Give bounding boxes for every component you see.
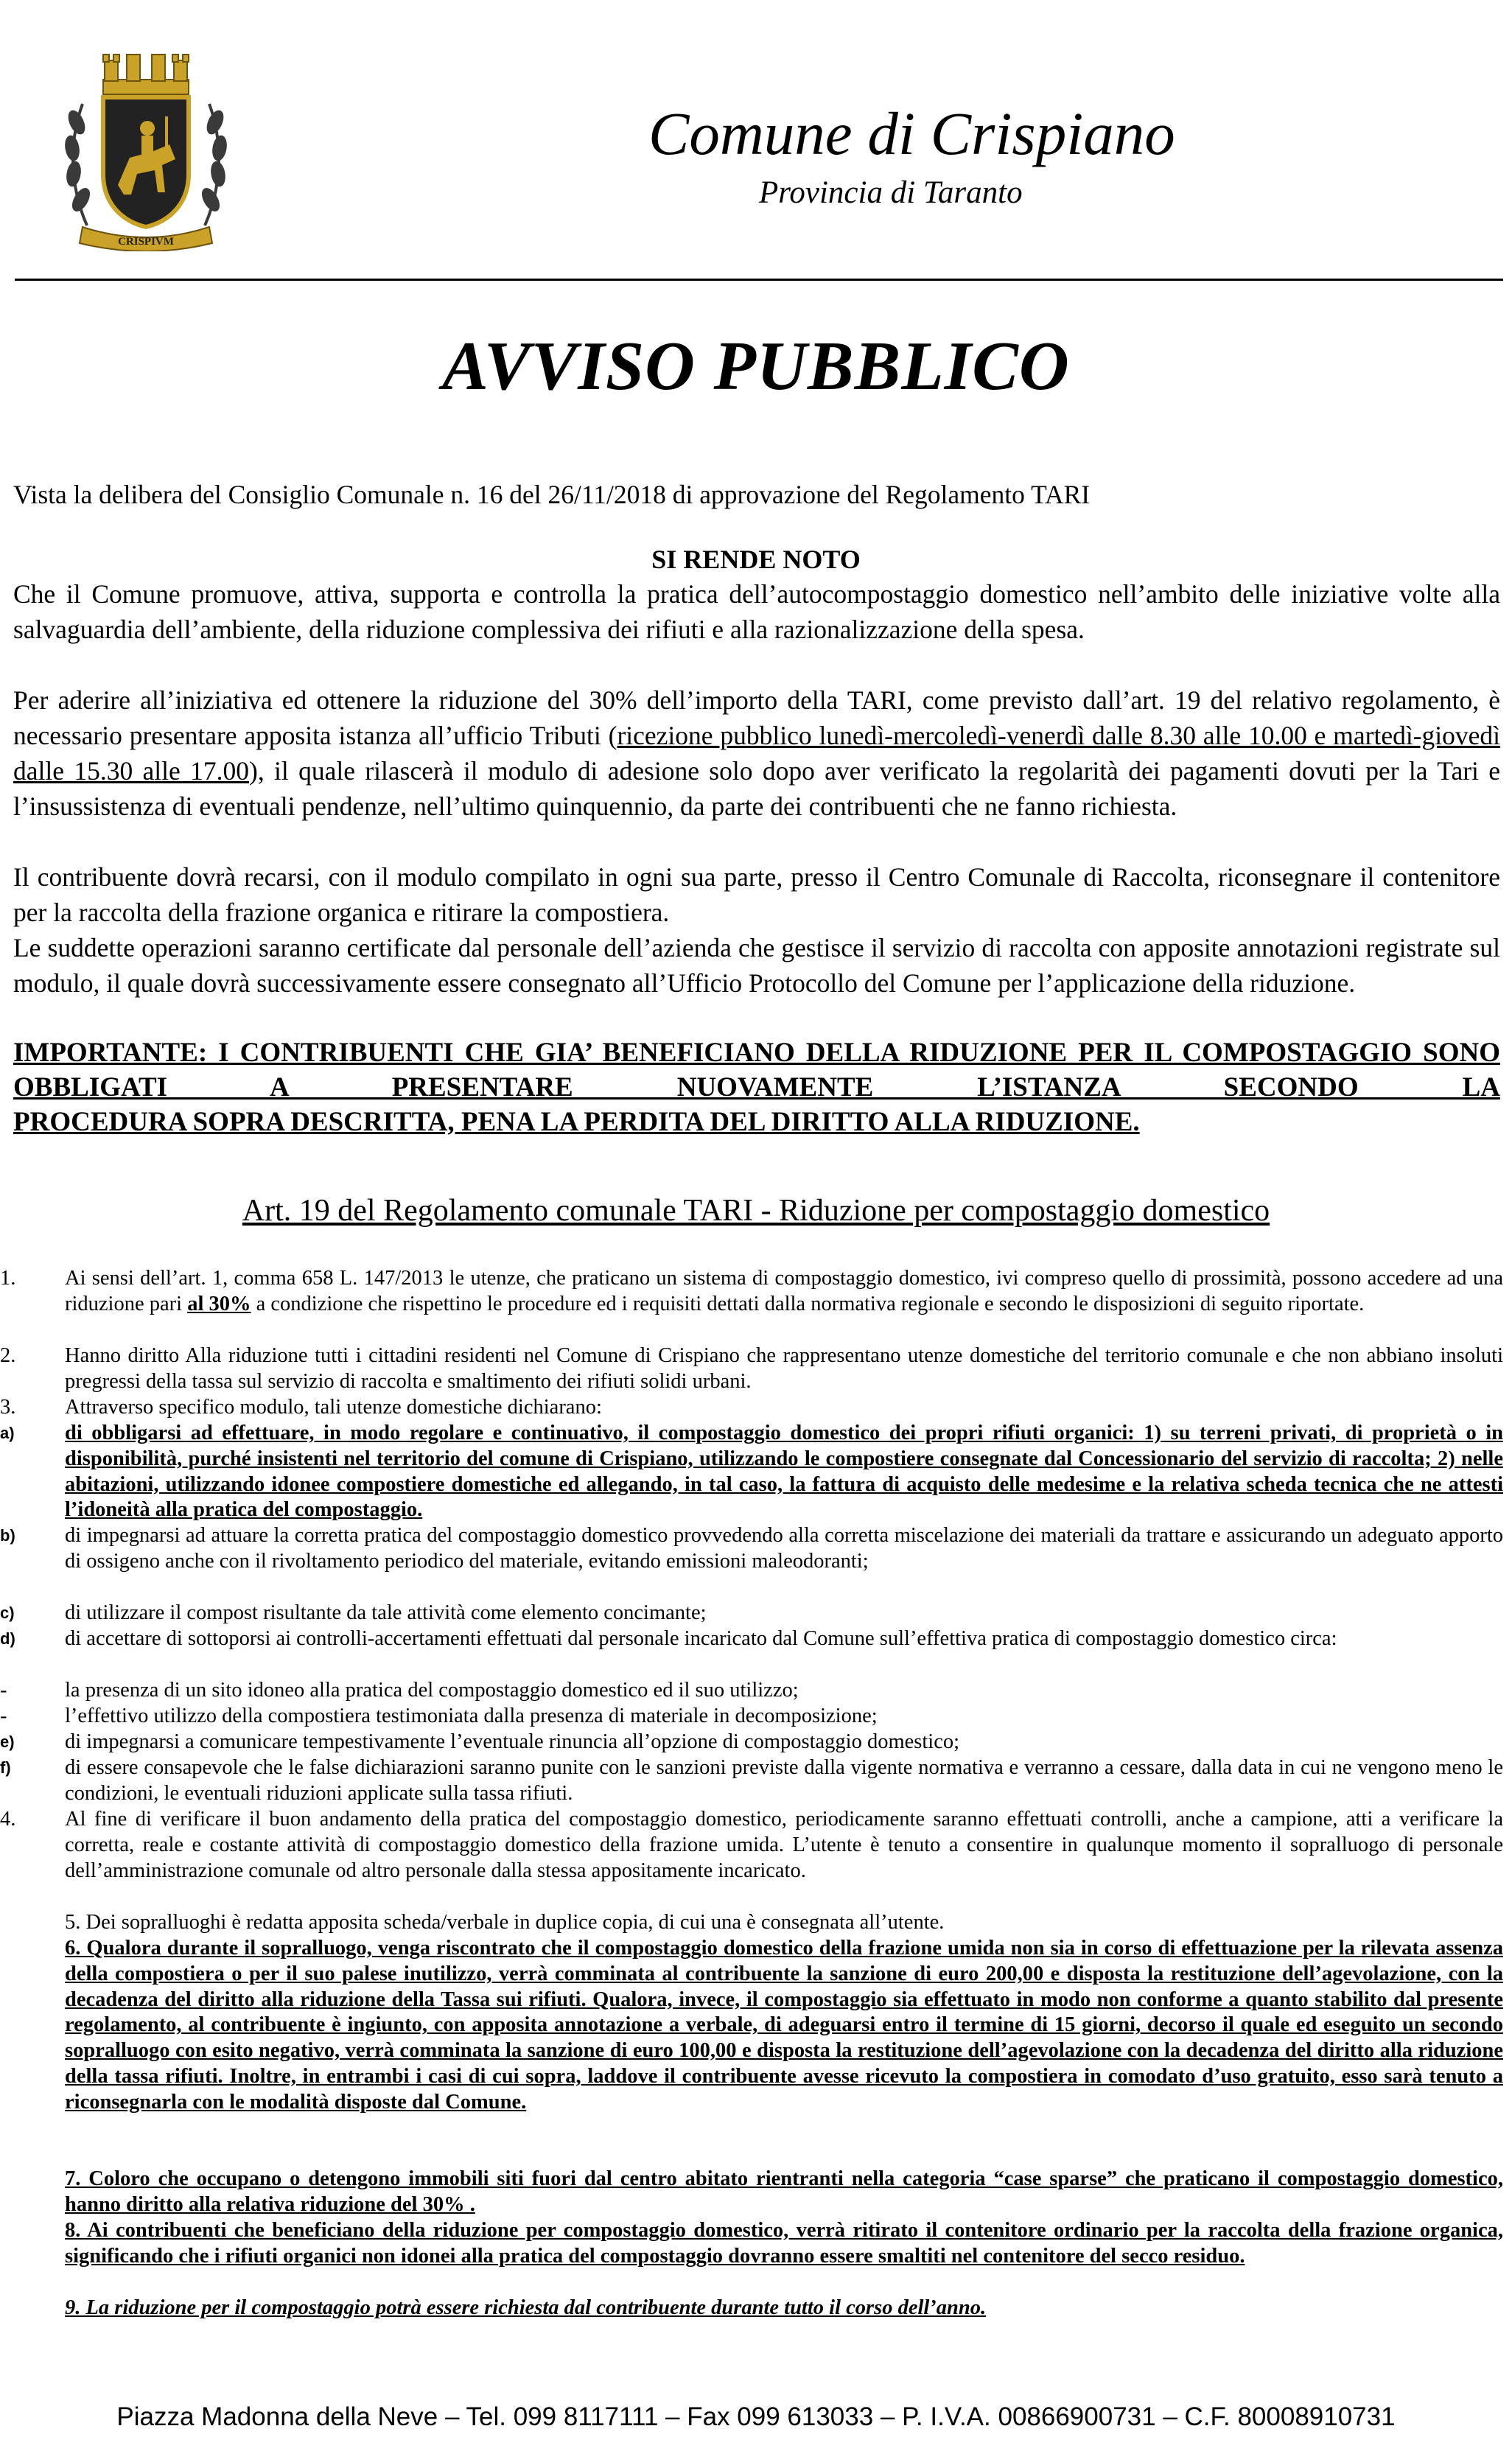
notice-title: AVVISO PUBBLICO: [442, 328, 1070, 405]
article-item-c: c) di utilizzare il compost risultante da tale attività come elemento concimante;: [0, 1601, 707, 1624]
article-item-f: f) di essere consapevole che le false dichiarazioni saranno punite con le sanzioni previste dalla vigente normativa e verranno a cessare, dalla data in cui ne vengono meno le condizioni, le eventuali riduzioni applicate sulla tassa rifiuti.: [0, 1756, 1503, 1805]
crest-emblem: [57, 34, 234, 251]
important-line-3: PROCEDURA SOPRA DESCRITTA, PENA LA PERDITA DEL DIRITTO ALLA RIDUZIONE.: [13, 1107, 1140, 1137]
p2-before: Per aderire all’iniziativa ed ottenere la riduzione del 30% dell’importo della TARI, come previsto dall’art. 19 del relativo regolamento, è necessario presentare apposita istanza all’ufficio Tributi (: [13, 685, 1500, 750]
article-item-d: d) di accettare di sottoporsi ai controlli-accertamenti effettuati dal personale incaricato dal Comune sull’effettiva pratica di compostaggio domestico circa:: [0, 1627, 1337, 1650]
article-item-9: 9. La riduzione per il compostaggio potrà essere richiesta dal contribuente durante tutto il corso dell’anno.: [65, 2296, 987, 2319]
crest-emblem-icon: [57, 34, 234, 251]
important-line-2: COMPOSTAGGIO SONO OBBLIGATI A PRESENTARE NUOVAMENTE L’ISTANZA SECONDO LA: [13, 1038, 1500, 1102]
crest-motto: CRISPIVM: [118, 236, 174, 248]
article-item-e: e) di impegnarsi a comunicare tempestivamente l’eventuale rinuncia all’opzione di compostaggio domestico;: [0, 1730, 960, 1753]
body-paragraph-1: Che il Comune promuove, attiva, supporta e controlla la pratica dell’autocompostaggio domestico nell’ambito delle iniziative volte alla salvaguardia dell’ambiente, della riduzione complessiva dei rifiuti e alla razionalizzazione della spesa.: [13, 579, 1500, 644]
footer-contacts: Piazza Madonna della Neve – Tel. 099 8117111 – Fax 099 613033 – P. I.V.A. 00866900731 – C.F. 80008910731: [116, 2402, 1396, 2431]
si-rende-noto-heading: SI RENDE NOTO: [651, 545, 861, 574]
preamble: Vista la delibera del Consiglio Comunale n. 16 del 26/11/2018 di approvazione del Regolamento TARI: [13, 480, 1091, 509]
article-item-7: 7. Coloro che occupano o detengono immobili siti fuori dal centro abitato rientranti nella categoria “case sparse” che praticano il compostaggio domestico, hanno diritto alla relativa riduzione del 30% .: [65, 2167, 1503, 2216]
office-hours: ricezione pubblico lunedì-mercoledì-venerdì dalle 8.30 alle 10.00 e martedì-giovedì dalle 15.30 alle 17.00: [13, 721, 1500, 786]
body-paragraph-3: Il contribuente dovrà recarsi, con il modulo compilato in ogni sua parte, presso il Centro Comunale di Raccolta, riconsegnare il contenitore per la raccolta della frazione organica e ritirare la compostiera.: [13, 862, 1500, 927]
article-title: Art. 19 del Regolamento comunale TARI - Riduzione per compostaggio domestico: [242, 1194, 1270, 1228]
article-item-3: 3. Attraverso specifico modulo, tali utenze domestiche dichiarano:: [0, 1396, 602, 1419]
article-item-2: 2. Hanno diritto Alla riduzione tutti i cittadini residenti nel Comune di Crispiano che rappresentano utenze domestiche del territorio comunale e che non abbiano insoluti pregressi della tassa sul servizio di raccolta e smaltimento dei rifiuti solidi urbani.: [0, 1344, 1503, 1393]
p2-after: ), il quale rilascerà il modulo di adesione solo dopo aver verificato la regolarità dei pagamenti dovuti per la Tari e l’insussistenza di eventuali pendenze, nell’ultimo quinquennio, da parte dei contribuenti che ne fanno richiesta.: [13, 756, 1500, 821]
important-notice: [13, 1035, 1500, 1139]
header-divider: [15, 279, 1503, 281]
org-name: Comune di Crispiano: [648, 99, 1175, 167]
article-item-4: 4. Al fine di verificare il buon andamento della pratica del compostaggio domestico, periodicamente saranno effettuati controlli, anche a campione, atti a verificare la corretta, reale e costante attività di compostaggio domestico della frazione umida. L’utente è tenuto a consentire in qualunque momento il sopralluogo di personale dell’amministrazione comunale od altro personale dalla stessa appositamente incaricato.: [0, 1808, 1503, 1882]
article-item-8: 8. Ai contribuenti che beneficiano della riduzione per compostaggio domestico, verrà ritirato il contenitore ordinario per la raccolta della frazione organica, significando che i rifiuti organici non idonei alla pratica del compostaggio dovranno essere smaltiti nel contenitore del secco residuo.: [65, 2219, 1503, 2268]
article-item-1: 1. Ai sensi dell’art. 1, comma 658 L. 147/2013 le utenze, che praticano un sistema di compostaggio domestico, ivi compreso quello di prossimità, possono accedere ad una riduzione pari al 30% a condizione che rispettino le procedure ed i requisiti dettati dalla normativa regionale e secondo le disposizioni di seguito riportate.: [0, 1267, 1503, 1315]
article-dash-item-1: - la presenza di un sito idoneo alla pratica del compostaggio domestico ed il suo utilizzo;: [0, 1679, 799, 1702]
important-line-1: IMPORTANTE: I CONTRIBUENTI CHE GIA’ BENEFICIANO DELLA RIDUZIONE PER IL: [13, 1038, 1172, 1068]
article-dash-item-2: - l’effettivo utilizzo della compostiera testimoniata dalla presenza di materiale in decomposizione;: [0, 1705, 878, 1727]
article-item-b: b) di impegnarsi ad attuare la corretta pratica del compostaggio domestico provvedendo alla corretta miscelazione dei materiali da trattare e assicurando un adeguato apporto di ossigeno anche con il rivoltamento periodico del materiale, evitando emissioni maleodoranti;: [0, 1524, 1503, 1573]
article-item-a: a) di obbligarsi ad effettuare, in modo regolare e continuativo, il compostaggio domestico dei propri rifiuti organici: 1) su terreni privati, di proprietà o in disponibilità, purché insistenti nel territorio del comune di Crispiano, utilizzando le compostiere consegnate dal Concessionario del servizio di raccolta; 2) nelle abitazioni, utilizzando idonee compostiere domestiche ed allegando, in tal caso, la fattura di acquisto delle medesime e la relativa scheda tecnica che ne attesti l’idoneità alla pratica del compostaggio.: [0, 1422, 1503, 1522]
body-paragraph-4: Le suddette operazioni saranno certificate dal personale dell’azienda che gestisce il servizio di raccolta con apposite annotazioni registrate sul modulo, il quale dovrà successivamente essere consegnato all’Ufficio Protocollo del Comune per l’applicazione della riduzione.: [13, 933, 1500, 998]
item-marker: 1.: [0, 1267, 16, 1290]
province-name: Provincia di Taranto: [759, 175, 1023, 210]
article-item-5: 5. Dei sopralluoghi è redatta apposita scheda/verbale in duplice copia, di cui una è consegnata all’utente.: [65, 1911, 945, 1934]
body-paragraph-2: [13, 682, 1500, 824]
discount-emphasis: al 30%: [187, 1292, 251, 1315]
article-item-6: 6. Qualora durante il sopralluogo, venga riscontrato che il compostaggio domestico della frazione umida non sia in corso di effettuazione per la rilevata assenza della compostiera o per il suo palese inutilizzo, verrà comminata al contribuente la sanzione di euro 200,00 e disposta la restituzione dell’agevolazione, con la decadenza del diritto alla riduzione della Tassa sui rifiuti. Qualora, invece, il compostaggio sia effettuato in modo non conforme a quanto stabilito dal presente regolamento, al contribuente è ingiunto, con apposita annotazione a verbale, di adeguarsi entro il termine di 15 giorni, decorso il quale ed eseguito un secondo sopralluogo con esito negativo, verrà comminata la sanzione di euro 100,00 e disposta la restituzione dell’agevolazione con la decadenza del diritto alla riduzione della tassa rifiuti. Inoltre, in entrambi i casi di cui sopra, laddove il contribuente avesse ricevuto la compostiera in comodato d’uso gratuito, esso sarà tenuto a riconsegnarla con le modalità disposte dal Comune.: [65, 1937, 1503, 2114]
